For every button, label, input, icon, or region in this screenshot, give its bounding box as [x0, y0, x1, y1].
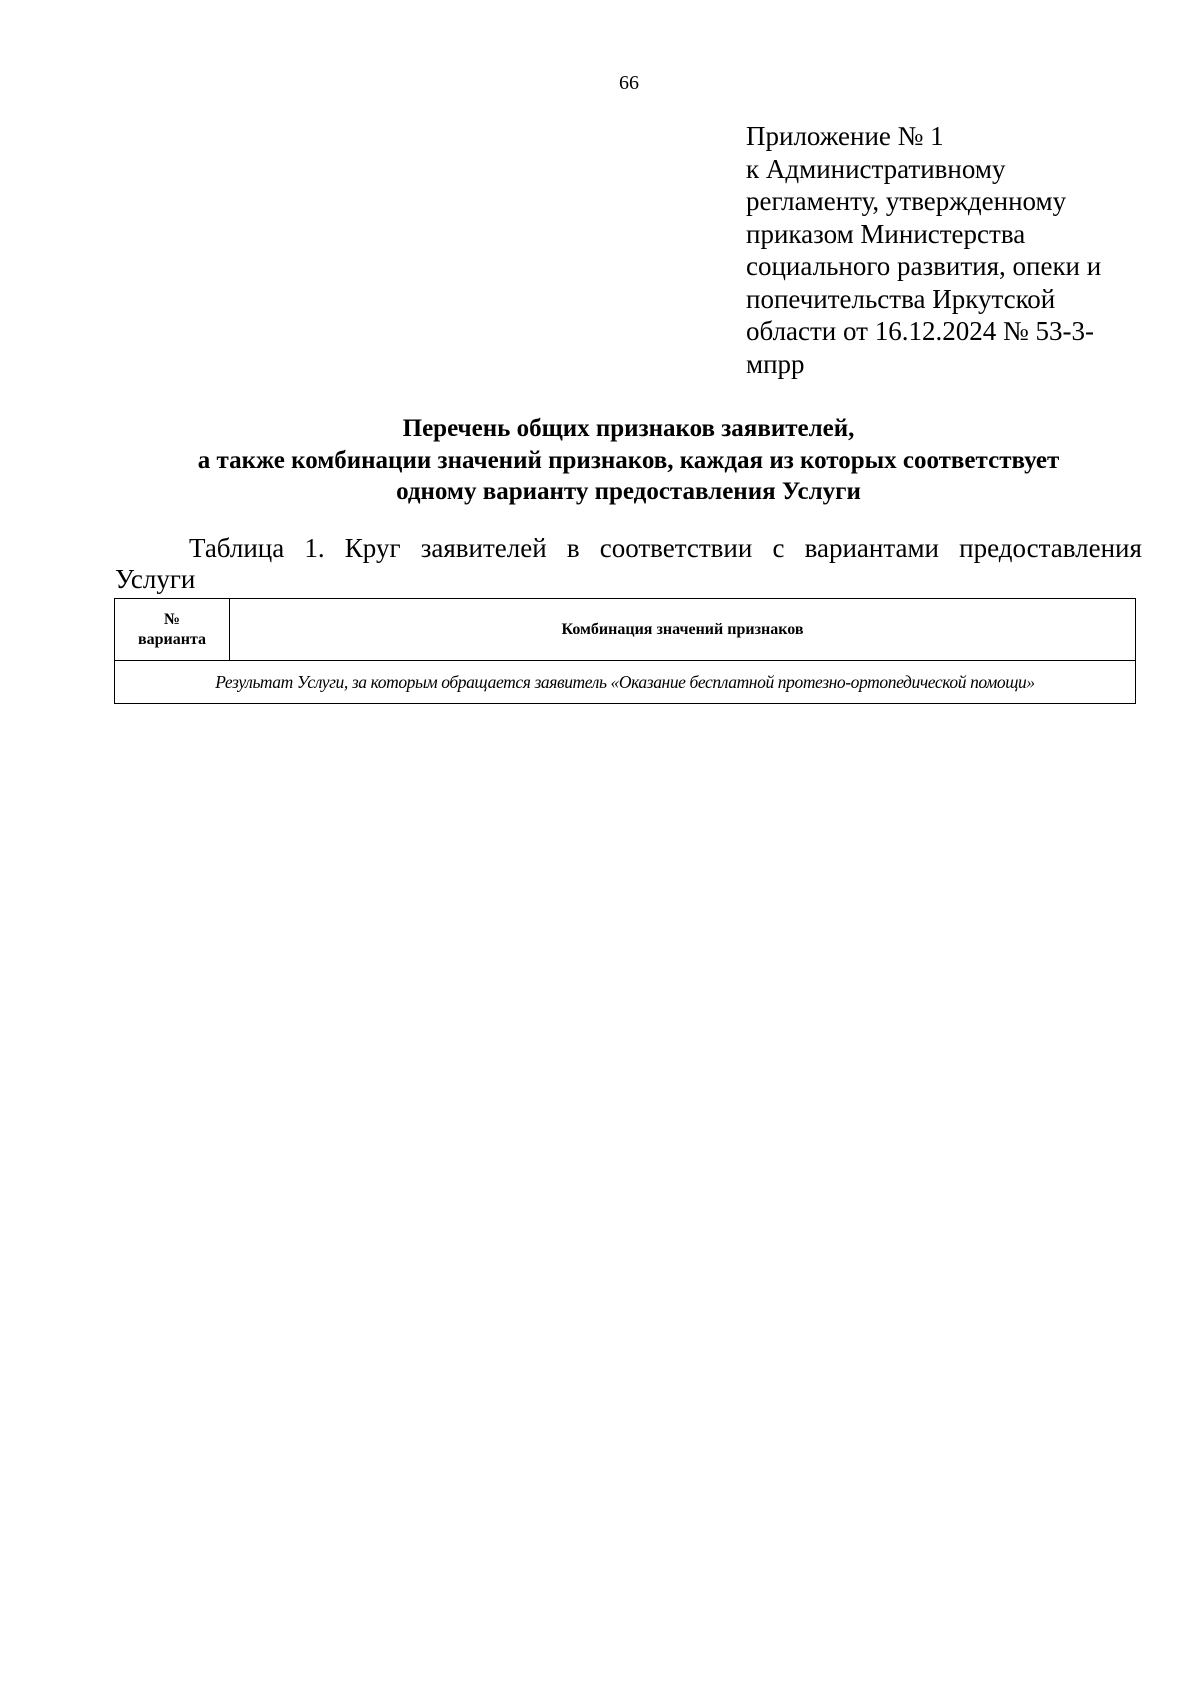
appendix-line: мпрр	[746, 348, 805, 379]
header-combination: Комбинация значений признаков	[230, 599, 1136, 661]
page-number: 66	[619, 72, 639, 94]
appendix-line: регламенту, утвержденному	[746, 186, 1067, 216]
appendix-line: области от 16.12.2024 № 53-3-	[746, 316, 1094, 346]
caption-line-1	[115, 533, 1142, 564]
table-caption	[115, 533, 1142, 595]
table-header-row	[115, 599, 1136, 661]
title-line: а также комбинации значений признаков, каждая из которых соответствует	[197, 446, 1060, 474]
appendix-line: к Административному	[746, 153, 1006, 184]
caption-word: 1.	[304, 533, 325, 563]
caption-line-2: Услуги	[115, 564, 196, 594]
caption-word: Таблица	[189, 533, 285, 563]
caption-word: вариантами	[804, 533, 939, 563]
appendix-line: Приложение № 1	[746, 121, 944, 151]
result-row-cell: Результат Услуги, за которым обращается заявитель «Оказание бесплатной протезно-ортопедической помощи»	[115, 661, 1136, 704]
caption-word: с	[772, 533, 785, 563]
table-row	[115, 661, 1136, 704]
title-line: Перечень общих признаков заявителей,	[402, 415, 855, 442]
caption-word: в	[566, 533, 580, 563]
header-num-symbol: №	[163, 610, 181, 628]
document-title	[115, 413, 1142, 508]
appendix-line: попечительства Иркутской	[746, 283, 1056, 314]
title-line: одному варианту предоставления Услуги	[396, 478, 861, 505]
appendix-reference	[746, 120, 1146, 380]
appendix-line: приказом Министерства	[746, 218, 1026, 249]
caption-word: соответствии	[599, 533, 753, 563]
caption-word: Круг	[344, 533, 401, 563]
variants-table	[114, 598, 1136, 704]
appendix-line: социального развития, опеки и	[746, 251, 1102, 281]
header-num-label: варианта	[137, 630, 207, 648]
caption-word: заявителей	[420, 533, 547, 563]
header-variant-number	[115, 599, 230, 661]
caption-word: предоставления	[959, 533, 1142, 563]
